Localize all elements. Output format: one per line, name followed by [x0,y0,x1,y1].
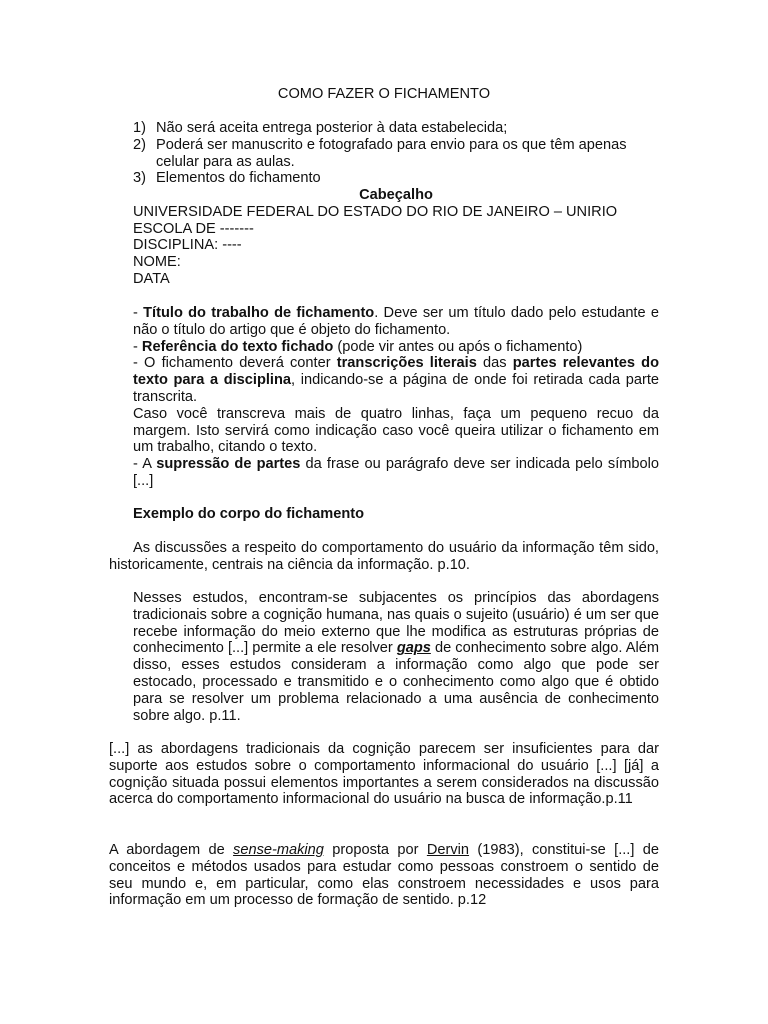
bold-term: Referência do texto fichado [141,338,334,355]
list-number: 3) [133,170,146,187]
example-paragraph-1: As discussões a respeito do comportamento do usuário da informação têm sido, historicamente, centrais na ciência da informação. p.10. [109,540,659,573]
suppression-item: - A supressão de partes da frase ou parágrafo deve ser indicada pelo símbolo [...] [133,456,659,489]
list-item [133,120,659,137]
header-date: DATA [133,270,170,287]
transcription-item: - O fichamento deverá conter transcrições literais das partes relevantes do texto para a disciplina, indicando-se a página de onde foi retirada cada parte transcrita. [133,355,659,405]
example-paragraph-2: Nesses estudos, encontram-se subjacentes os princípios das abordagens tradicionais sobre a cognição humana, nas quais o sujeito (usuário) é um ser que recebe informação do meio externo que lhe modifica as estruturas próprias de conhecimento [...] permite a ele resolver gaps de conhecimento sobre algo. Além disso, esses estudos consideram a informação como algo que pode ser estocado, processado e transmitido e o conhecimento como algo que é obtido para se resolver um problema relacionado a uma ausência de conhecimento sobre algo. p.11. [133,590,659,724]
elements-block [133,305,659,490]
rules-list [133,120,659,187]
long-quote-note: Caso você transcreva mais de quatro linhas, faça um pequeno recuo da margem. Isto servirá como indicação caso você queira utilizar o fichamento em um trabalho, citando o texto. [133,405,659,456]
list-text: Não será aceita entrega posterior à data estabelecida; [156,120,508,136]
bold-term: Título do trabalho de fichamento [143,305,375,321]
header-block [133,187,659,288]
header-heading: Cabeçalho [359,187,433,203]
page-title: COMO FAZER O FICHAMENTO [277,86,491,102]
list-item [133,137,659,171]
bold-term: supressão de partes [156,456,301,473]
list-number: 2) [133,136,146,153]
list-text: Elementos do fichamento [156,170,321,187]
title-item: - Título do trabalho de fichamento. Deve ser um título dado pelo estudante e não o título do artigo que é objeto do fichamento. [133,305,659,338]
header-name: NOME: [133,254,181,271]
list-item [133,170,659,187]
header-school: ESCOLA DE ------- [133,220,254,237]
reference-item: - Referência do texto fichado (pode vir antes ou após o fichamento) [133,338,583,355]
gaps-term: gaps [396,640,431,657]
sense-making-term: sense-making [233,842,324,858]
bold-term: transcrições literais [336,355,477,372]
author-name: Dervin [426,842,470,858]
list-text: Poderá ser manuscrito e fotografado para envio para os que têm apenas celular para as aulas. [156,136,627,170]
bold-term: partes relevantes do texto para a disciplina [133,355,659,389]
example-paragraph-4: A abordagem de sense-making proposta por Dervin (1983), constitui-se [...] de conceitos e métodos usados para estudar como pessoas constroem o sentido de seu mundo e, em particular, como elas constroem necessidades e usos para informação em um processo de formação de sentido. p.12 [109,842,659,909]
example-heading: Exemplo do corpo do fichamento [133,506,365,522]
example-paragraph-3: [...] as abordagens tradicionais da cognição parecem ser insuficientes para dar suporte aos estudos sobre o comportamento informacional do usuário [...] [já] a cognição situada possui elementos importantes a serem considerados na discussão acerca do comportamento informacional do usuário na busca de informação.p.11 [109,741,659,808]
header-university: UNIVERSIDADE FEDERAL DO ESTADO DO RIO DE JANEIRO – UNIRIO [133,203,618,220]
header-discipline: DISCIPLINA: ---- [133,237,242,254]
list-number: 1) [133,120,146,136]
